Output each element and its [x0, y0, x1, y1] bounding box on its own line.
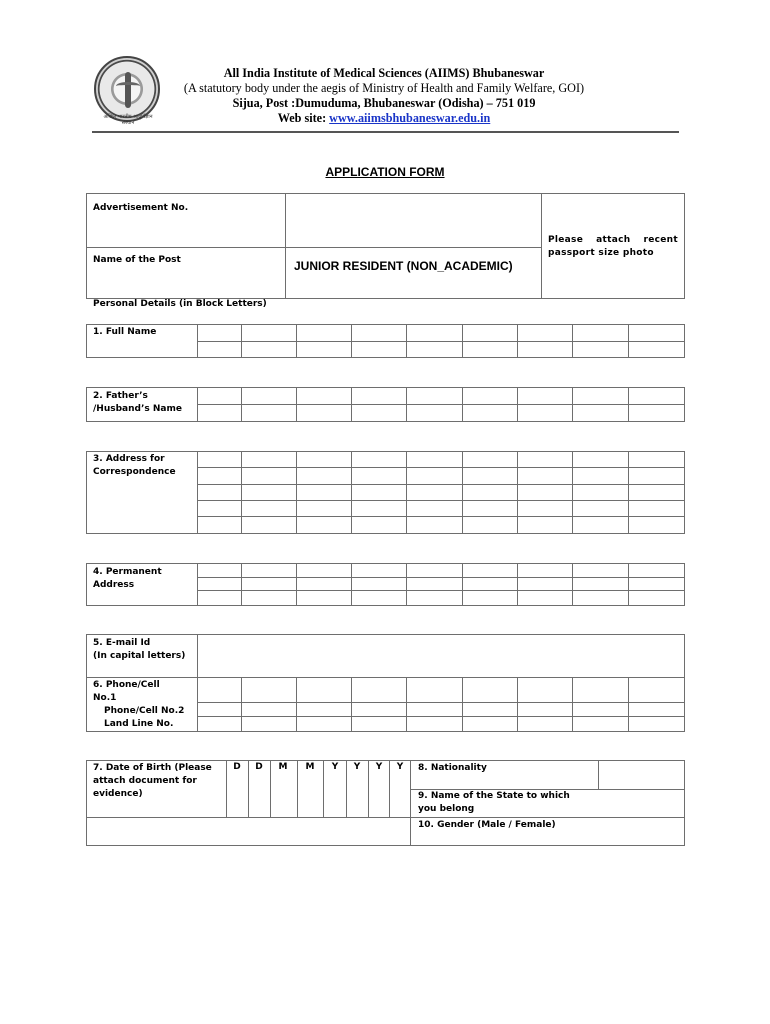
- correspondence-grid-line: [241, 451, 242, 534]
- nationality-field[interactable]: [600, 762, 684, 788]
- full-name-grid-line: [197, 324, 198, 358]
- full-name-grid-line: [351, 324, 352, 358]
- permanent-grid-line: [628, 563, 629, 606]
- father-name-label: [93, 390, 182, 415]
- father-name-grid-line: [628, 387, 629, 422]
- phone-grid-line: [628, 677, 629, 732]
- advertisement-field[interactable]: [287, 195, 540, 246]
- phone-label-line3: Phone/Cell No.2: [104, 706, 185, 716]
- father-name-grid-line: [241, 387, 242, 422]
- correspondence-grid-line: [628, 451, 629, 534]
- father-name-grid-line: [462, 387, 463, 422]
- permanent-grid-line: [462, 563, 463, 606]
- aiims-logo: [94, 56, 160, 122]
- father-name-grid-line: [517, 387, 518, 422]
- phone-grid-line: [572, 677, 573, 732]
- gender-label: 10. Gender (Male / Female): [418, 820, 556, 830]
- permanent-address-label: [93, 566, 162, 591]
- father-name-grid-line: [572, 387, 573, 422]
- permanent-grid-line: [517, 563, 518, 606]
- website-link[interactable]: www.aiimsbhubaneswar.edu.in: [329, 111, 491, 125]
- correspondence-address-label: [93, 453, 176, 478]
- website-line: [162, 111, 606, 126]
- header-rule: [92, 131, 679, 133]
- permanent-address-table: [86, 563, 685, 606]
- phone-label: [93, 679, 184, 731]
- dob-letter-y3: Y: [375, 762, 383, 772]
- phone-grid-line: [462, 677, 463, 732]
- advertisement-label: Advertisement No.: [93, 203, 189, 213]
- permanent-grid-line: [296, 563, 297, 606]
- full-name-grid-line: [628, 324, 629, 358]
- email-field[interactable]: [199, 636, 684, 676]
- permanent-grid-line: [406, 563, 407, 606]
- rod-of-asclepius-icon: [125, 72, 131, 108]
- permanent-grid-line: [197, 563, 198, 606]
- father-name-grid-line: [197, 387, 198, 422]
- post-label: Name of the Post: [93, 255, 181, 265]
- dob-label-line3: evidence): [93, 789, 143, 799]
- dob-letter-d2: D: [255, 762, 263, 772]
- correspondence-grid-line: [296, 451, 297, 534]
- dob-letter-d1: D: [233, 762, 241, 772]
- photo-note: Please attach recent passport size photo: [548, 235, 678, 258]
- father-name-grid-line: [351, 387, 352, 422]
- correspondence-grid-line: [406, 451, 407, 534]
- father-name-grid-line: [406, 387, 407, 422]
- permanent-grid-line: [351, 563, 352, 606]
- dob-letter-y4: Y: [396, 762, 404, 772]
- post-value: JUNIOR RESIDENT (NON_ACADEMIC): [294, 259, 513, 273]
- corr-label-line1: 3. Address for: [93, 454, 165, 464]
- logo-wing-icon: [116, 82, 140, 90]
- correspondence-grid-line: [572, 451, 573, 534]
- dob-letter-m2: M: [305, 762, 315, 772]
- full-name-grid-line: [517, 324, 518, 358]
- form-title: APPLICATION FORM: [325, 165, 445, 179]
- dob-label-line2: attach document for: [93, 776, 197, 786]
- state-label-line2: you belong: [418, 803, 475, 814]
- phone-grid-line: [241, 677, 242, 732]
- institute-address: Sijua, Post :Dumuduma, Bhubaneswar (Odisha) – 751 019: [232, 96, 536, 110]
- state-label: [418, 790, 570, 815]
- phone-grid-line: [351, 677, 352, 732]
- logo-caption: अखिल भारतीय आयुर्विज्ञान संस्थान: [103, 114, 153, 126]
- dob-letter-m1: M: [278, 762, 288, 772]
- personal-details-label: Personal Details (in Block Letters): [93, 299, 267, 309]
- father-label-line1: 2. Father’s: [93, 391, 148, 401]
- permanent-grid-line: [572, 563, 573, 606]
- email-label-line2: (In capital letters): [93, 650, 186, 661]
- father-name-grid-line: [296, 387, 297, 422]
- full-name-grid-line: [406, 324, 407, 358]
- correspondence-grid-line: [351, 451, 352, 534]
- correspondence-grid-line: [462, 451, 463, 534]
- full-name-grid-line: [241, 324, 242, 358]
- phone-grid-line: [296, 677, 297, 732]
- email-label-line1: 5. E-mail Id: [93, 638, 151, 648]
- statutory-line: (A statutory body under the aegis of Ministry of Health and Family Welfare, GOI): [183, 81, 585, 95]
- father-label-line2: /Husband’s Name: [93, 403, 182, 414]
- institute-name: All India Institute of Medical Sciences (AIIMS) Bhubaneswar: [223, 66, 545, 80]
- full-name-grid-line: [572, 324, 573, 358]
- dob-letter-y2: Y: [353, 762, 361, 772]
- phone-grid-line: [406, 677, 407, 732]
- correspondence-grid-line: [197, 451, 198, 534]
- phone-label-line2: No.1: [93, 693, 117, 703]
- full-name-grid-line: [296, 324, 297, 358]
- phone-label-line4: Land Line No.: [104, 719, 174, 729]
- correspondence-grid-line: [517, 451, 518, 534]
- full-name-label: 1. Full Name: [93, 327, 157, 337]
- website-label: Web site:: [277, 111, 330, 125]
- state-label-line1: 9. Name of the State to which: [418, 791, 570, 801]
- dob-letter-y1: Y: [331, 762, 339, 772]
- full-name-grid-line: [462, 324, 463, 358]
- phone-grid-line: [517, 677, 518, 732]
- perm-label-line1: 4. Permanent: [93, 567, 162, 577]
- dob-label-line1: 7. Date of Birth (Please: [93, 763, 212, 773]
- permanent-grid-line: [241, 563, 242, 606]
- nationality-label: 8. Nationality: [418, 763, 487, 773]
- correspondence-address-table: [86, 451, 685, 534]
- dob-label: [93, 762, 212, 801]
- email-label: [93, 637, 185, 662]
- corr-label-line2: Correspondence: [93, 466, 176, 477]
- perm-label-line2: Address: [93, 579, 135, 590]
- photo-box[interactable]: [543, 195, 684, 298]
- phone-label-line1: 6. Phone/Cell: [93, 680, 160, 690]
